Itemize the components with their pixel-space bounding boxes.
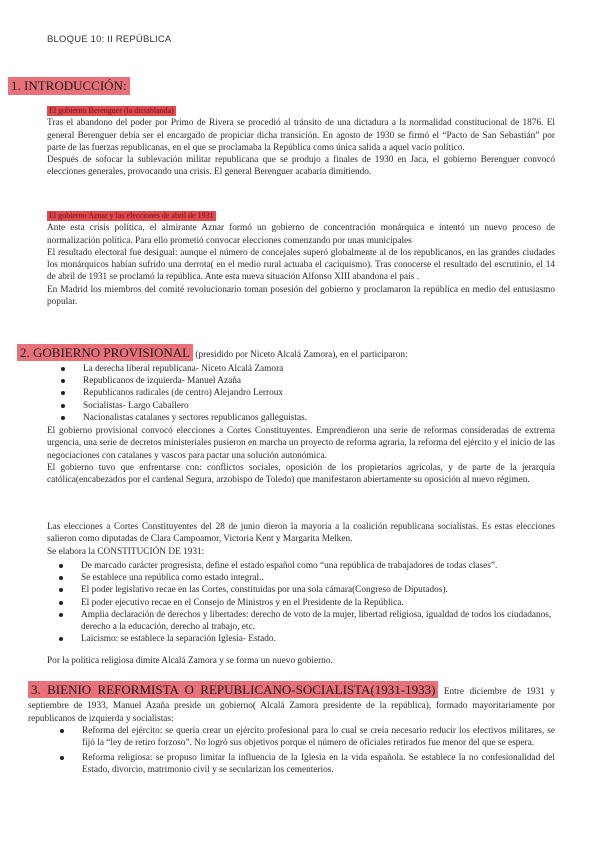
bullet-icon [61, 379, 65, 383]
list-item: Se establece una república como estado integral.. [81, 572, 555, 584]
paragraph: Tras el abandono del poder por Primo de Rivera se procedió al tránsito de una dictadura a la normalidad constitucional de 1876. El general Berenguer debía ser el encargado de propiciar dicha transición. En agosto de 1930 se firmó el “Pacto de San Sebastián” por parte de las fuerzas republicanas, en el que se proclamaba la República como única salida a aquel vacío político. [47, 118, 555, 153]
list-item: Reforma religiosa: se propuso limitar la influencia de la Iglesia en la vida española. Se establece la no confesionalidad del Estado, divorcio, matrimonio civil y se secularizan los cementerios. [82, 752, 555, 777]
bullet-icon [60, 756, 64, 760]
paragraph: Las elecciones a Cortes Constituyentes del 28 de junio dieron la mayoría a la coalición republicana socialistas. Es estas elecciones salieron como diputadas de Clara Campoamor, Victoria Kent y Margarita Melken. [47, 522, 555, 545]
bullet-icon [59, 637, 63, 641]
bullet-icon [59, 576, 63, 580]
bullet-icon [60, 729, 64, 733]
reform-list [82, 725, 555, 777]
section-1-body-2 [47, 210, 555, 308]
bullet-icon [59, 613, 63, 617]
bullet-icon [61, 367, 65, 371]
list-item: Socialistas- Largo Caballero [83, 400, 543, 412]
list-item: Reforma del ejército: se quería crear un ejército profesional para lo cual se creía necesario reducir los efectivos militares, se fijó la “ley de retiro forzoso”. No logró sus objetivos porque el número de oficiales retirados fue menor del que se espera. [82, 725, 555, 750]
section-3-intro [28, 683, 555, 727]
bullet-icon [59, 564, 63, 568]
list-item: Republicanos de izquierda- Manuel Azaña [83, 375, 543, 387]
constitution-list [81, 560, 555, 645]
subheading-aznar: El gobierno Aznar y las elecciones de abril de 1931 [49, 211, 214, 220]
section-2-heading-tail: (presidido por Niceto Alcalá Zamora), en el participaron: [193, 350, 408, 360]
paragraph: Por la política religiosa dimite Alcalá Zamora y se forma un nuevo gobierno. [47, 656, 333, 666]
list-item: De marcado carácter progresista, define el estado español como “una república de trabajadores de todas clases”. [81, 560, 555, 572]
list-item: El poder legislativo recae en las Cortes, constituidas por una sola cámara(Congreso de Diputados). [81, 584, 555, 596]
list-item: La derecha liberal republicana- Niceto Alcalá Zamora [83, 363, 543, 375]
paragraph: Se elabora la CONSTITUCIÓN DE 1931: [47, 546, 205, 557]
section-1-body [47, 105, 555, 179]
paragraph: Ante esta crisis política, el almirante Aznar formó un gobierno de concentración monárquica e intentó un nuevo proceso de normalización política. Para ello prometió convocar elecciones comenzando por unas municipales [47, 223, 555, 246]
running-header: BLOQUE 10: II REPÚBLICA [47, 34, 172, 45]
paragraph: El resultado electoral fue desigual: aunque el número de concejales superó globalmente al de los republicanos, en las grandes ciudades los monárquicos habían sufrido una derrota( en el medio rural actuaba el caciquismo). Tras conocerse el resultado del escrutinio, el 14 de abril de 1931 se proclamó la república. Ante esta nueva situación Alfonso XIII abandona el país . [47, 247, 555, 283]
bullet-icon [59, 601, 63, 605]
subheading-berenguer: El gobierno Berenguer (la dictablanda) [49, 106, 174, 115]
paragraph: En Madrid los miembros del comité revolucionario toman posesión del gobierno y proclamaron la república en medio del entusiasmo popular. [47, 284, 555, 308]
paragraph: Después de sofocar la sublevación militar republicana que se produjo a finales de 1930 en Jaca, el gobierno Berenguer convocó elecciones generales, provocando una crisis. El general Berenguer acabaría dimitiendo. [47, 155, 555, 178]
section-2-heading-line [17, 346, 557, 362]
paragraph: El gobierno provisional convocó elecciones a Cortes Constituyentes. Emprendieron una serie de reformas consideradas de extrema urgencia, una serie de decretos ministeriales pusieron en marcha un proyecto de reforma agraria, la reforma del ejército y el inicio de las negociaciones con catalanes y vascos para pactar una solución autonómica. [47, 426, 555, 461]
section-3-heading-tail: Entre diciembre de 1931 y septiembre de 1933, Manuel Azaña preside un gobierno( Alcalá Zamora presidente de la república), formado mayoritariamente por republicanos de izquierda y socialistas: [28, 687, 555, 725]
section-3-heading: 3. BIENIO REFORMISTA O REPUBLICANO-SOCIALISTA(1931-1933) [28, 681, 438, 698]
section-2-body [47, 425, 555, 486]
list-item: El poder ejecutivo recae en el Consejo de Ministros y en el Presidente de la República. [81, 597, 555, 609]
section-2-closing [47, 655, 555, 667]
paragraph: El gobierno tuvo que enfrentarse con: conflictos sociales, oposición de los propietarios agrícolas, y de parte de la jerarquía católica(encabezados por el cardenal Segura, arzobispo de Toledo) que manifestaron abiertamente su oposición al nuevo régimen. [47, 462, 555, 486]
bullet-icon [61, 404, 65, 408]
bullet-icon [61, 391, 65, 395]
list-item: Amplia declaración de derechos y libertades: derecho de voto de la mujer, libertad religiosa, igualdad de todos los ciudadanos, derecho a la educación, derecho al trabajo, etc. [81, 609, 555, 633]
section-1-heading: 1. INTRODUCCIÓN: [8, 77, 130, 95]
section-2-body-2 [47, 521, 555, 558]
provisional-government-list [83, 363, 543, 424]
list-item: Laicismo: se establece la separación Iglesia- Estado. [81, 633, 555, 645]
list-item: Nacionalistas catalanes y sectores republicanos galleguistas. [83, 412, 543, 424]
section-2-heading: 2. GOBIERNO PROVISIONAL [17, 344, 193, 361]
bullet-icon [61, 416, 65, 420]
bullet-icon [59, 588, 63, 592]
list-item: Republicanos radicales (de centro) Alejandro Lerroux [83, 387, 543, 399]
